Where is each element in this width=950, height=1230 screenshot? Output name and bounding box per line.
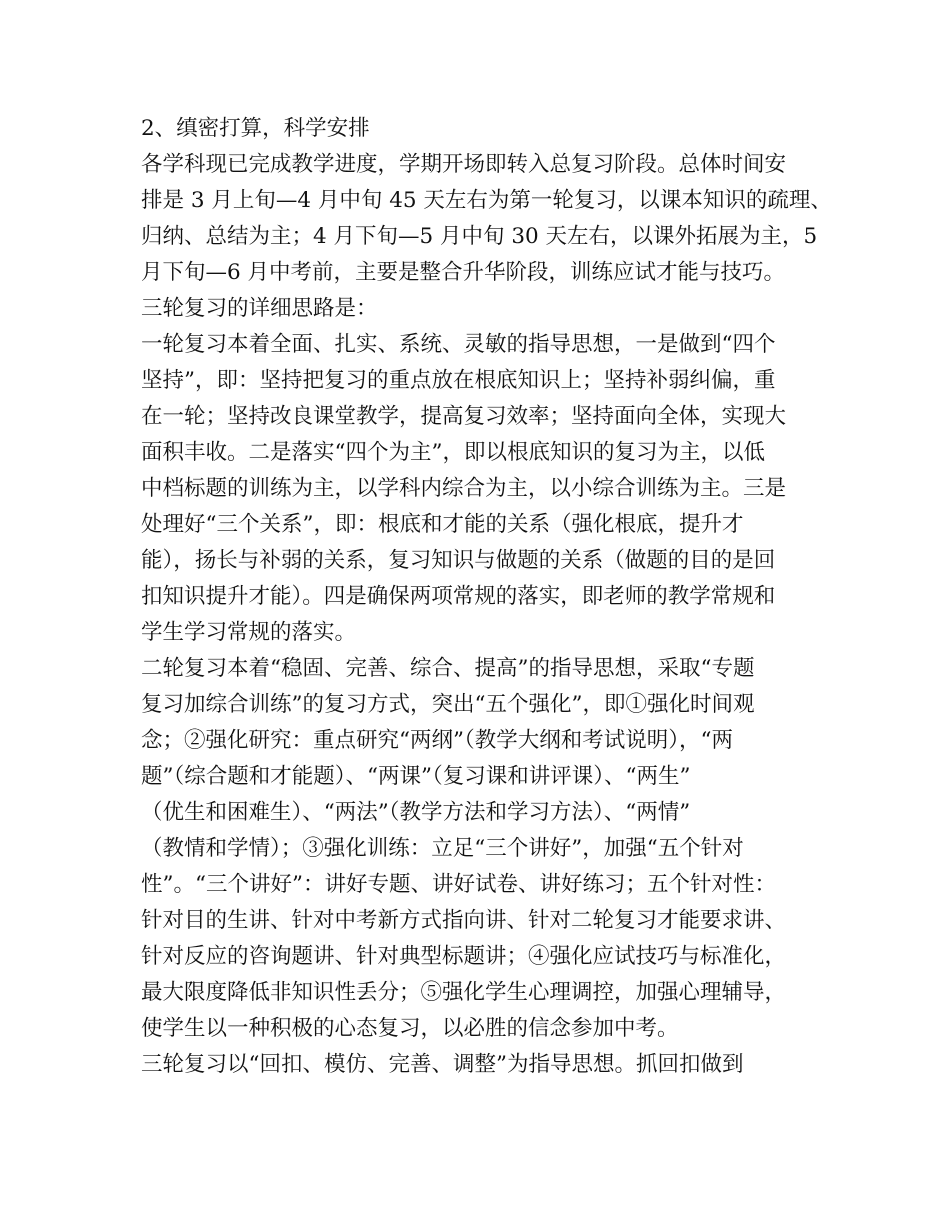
text-line: 复习加综合训练”的复习方式，突出“五个强化”，即①强化时间观 <box>141 692 755 717</box>
text-line: 面积丰收。二是落实“四个为主”，即以根底知识的复习为主，以低 <box>141 440 765 465</box>
text-line: 扣知识提升才能）。四是确保两项常规的落实，即老师的教学常规和 <box>141 584 776 609</box>
section-heading: 2、缜密打算，科学安排 <box>141 116 370 141</box>
text-line: 一轮复习本着全面、扎实、系统、灵敏的指导思想，一是做到“四个 <box>141 332 776 357</box>
document-body <box>141 111 832 1083</box>
text-line: 处理好“三个关系”，即：根底和才能的关系（强化根底，提升才 <box>141 512 744 537</box>
text-line: 月下旬—6 月中考前，主要是整合升华阶段，训练应试才能与技巧。 <box>141 260 786 285</box>
text-line: 念；②强化研究：重点研究“两纲”（教学大纲和考试说明），“两 <box>141 728 733 753</box>
text-line: 各学科现已完成教学进度，学期开场即转入总复习阶段。总体时间安 <box>141 152 787 177</box>
text-line: 使学生以一种积极的心态复习，以必胜的信念参加中考。 <box>141 1016 679 1041</box>
text-line: 坚持”，即：坚持把复习的重点放在根底知识上；坚持补弱纠偏，重 <box>141 368 776 393</box>
text-line: 归纳、总结为主；4 月下旬—5 月中旬 30 天左右，以课外拓展为主，5 <box>141 224 818 249</box>
text-line: 针对反应的咨询题讲、针对典型标题讲；④强化应试技巧与标准化， <box>141 944 787 969</box>
text-line: 性”。“三个讲好”：讲好专题、讲好试卷、讲好练习；五个针对性： <box>141 872 776 897</box>
text-line: 三轮复习以“回扣、模仿、完善、调整”为指导思想。抓回扣做到 <box>141 1052 744 1077</box>
text-line: （优生和困难生）、“两法”（教学方法和学习方法）、“两情” <box>141 800 691 825</box>
text-line: 二轮复习本着“稳固、完善、综合、提高”的指导思想，采取“专题 <box>141 656 755 681</box>
text-line: 排是 3 月上旬—4 月中旬 45 天左右为第一轮复习，以课本知识的疏理、 <box>141 188 832 213</box>
text-line: 三轮复习的详细思路是： <box>141 296 378 321</box>
text-line: （教情和学情）；③强化训练：立足“三个讲好”，加强“五个针对 <box>141 836 744 861</box>
text-line: 在一轮；坚持改良课堂教学，提高复习效率；坚持面向全体，实现大 <box>141 404 787 429</box>
text-line: 中档标题的训练为主，以学科内综合为主，以小综合训练为主。三是 <box>141 476 787 501</box>
text-line: 题”（综合题和才能题）、“两课”（复习课和讲评课）、“两生” <box>141 764 691 789</box>
text-line: 能），扬长与补弱的关系，复习知识与做题的关系（做题的目的是回 <box>141 548 776 573</box>
text-line: 针对目的生讲、针对中考新方式指向讲、针对二轮复习才能要求讲、 <box>141 908 787 933</box>
text-line: 最大限度降低非知识性丢分；⑤强化学生心理调控，加强心理辅导， <box>141 980 787 1005</box>
text-line: 学生学习常规的落实。 <box>141 620 357 645</box>
